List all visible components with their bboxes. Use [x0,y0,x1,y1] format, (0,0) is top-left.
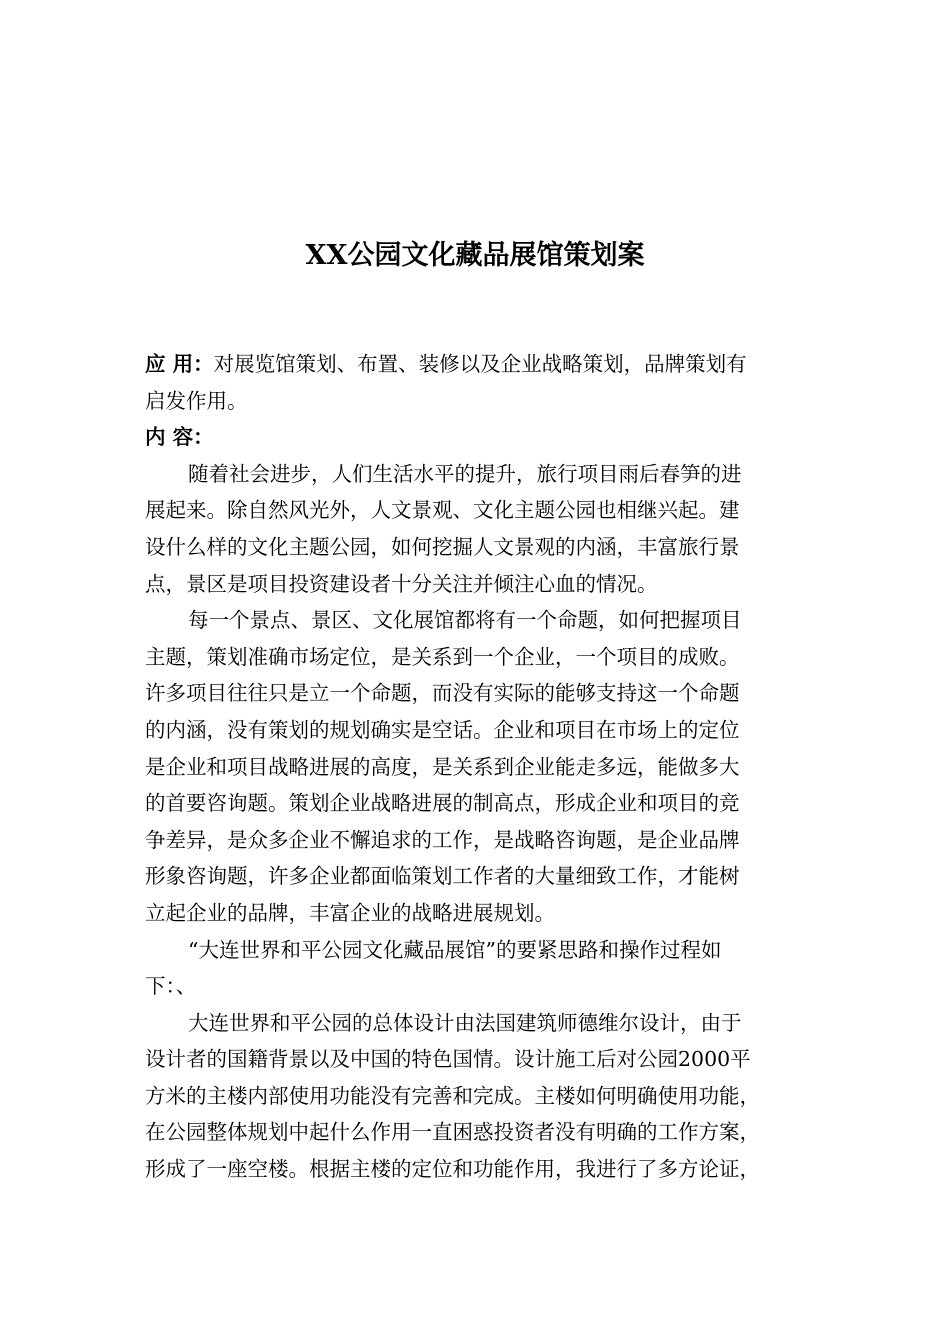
application-line-2: 启发作用。 [145,388,248,413]
paragraph4-line: 在公园整体规划中起什么作用一直困惑投资者没有明确的工作方案， [145,1120,760,1145]
paragraph4-line: 设计者的国籍背景以及中国的特色国情。设计施工后对公园2000平 [145,1047,751,1072]
paragraph2-line: 立起企业的品牌，丰富企业的战略进展规划。 [145,900,555,925]
paragraph2-line: 的内涵，没有策划的规划确实是空话。企业和项目在市场上的定位 [145,717,740,742]
content-label: 内 容： [145,425,214,450]
application-text-1: 对展览馆策划、布置、装修以及企业战略策划，品牌策划有 [213,352,747,376]
paragraph2-line: 形象咨询题，许多企业都面临策划工作者的大量细致工作，才能树 [145,864,740,889]
paragraph3-line: “大连世界和平公园文化藏品展馆”的要紧思路和操作过程如 [188,937,722,962]
paragraph1-line: 点，景区是项目投资建设者十分关注并倾注心血的情况。 [145,571,658,596]
paragraph2-line: 的首要咨询题。策划企业战略进展的制高点，形成企业和项目的竞 [145,791,740,816]
paragraph4-line: 大连世界和平公园的总体设计由法国建筑师德维尔设计，由于 [188,1010,742,1035]
paragraph2-line: 主题，策划准确市场定位，是关系到一个企业，一个项目的成败。 [145,644,740,669]
paragraph2-line: 许多项目往往只是立一个命题，而没有实际的能够支持这一个命题 [145,681,740,706]
document-title: XX公园文化藏品展馆策划案 [305,240,645,271]
paragraph2-line: 是企业和项目战略进展的高度，是关系到企业能走多远，能做多大 [145,754,740,779]
paragraph1-line: 随着社会进步，人们生活水平的提升，旅行项目雨后春笋的进 [188,461,742,486]
paragraph2-line: 争差异，是众多企业不懈追求的工作，是战略咨询题，是企业品牌 [145,827,740,852]
paragraph1-line: 展起来。除自然风光外，人文景观、文化主题公园也相继兴起。建 [145,498,740,523]
document-body [145,346,810,1188]
paragraph3-line: 下：、 [145,974,197,999]
application-label: 应 用： [145,352,214,376]
paragraph4-line: 形成了一座空楼。根据主楼的定位和功能作用，我进行了多方论证， [145,1157,760,1182]
paragraph4-line: 方米的主楼内部使用功能没有完善和完成。主楼如何明确使用功能， [145,1083,760,1108]
application-line-1 [145,346,810,383]
paragraph2-line: 每一个景点、景区、文化展馆都将有一个命题，如何把握项目 [188,608,742,633]
paragraph1-line: 设什么样的文化主题公园，如何挖掘人文景观的内涵，丰富旅行景 [145,534,740,559]
